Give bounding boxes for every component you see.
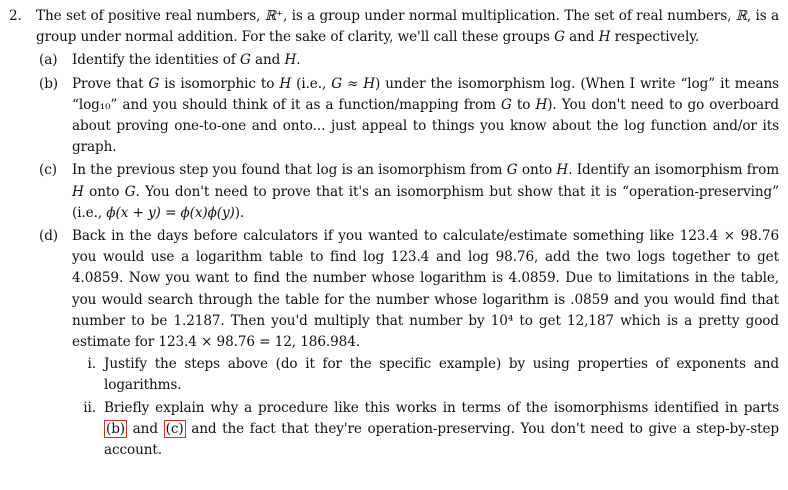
subparts-list (72, 354, 779, 461)
subpart-ii (72, 398, 779, 462)
part-a (36, 50, 779, 71)
part-label: (a) (39, 52, 58, 69)
text-run: ). You don't need to go overboard about proving one-to-one and onto... just appeal to things you know about the log function and/or its graph. (72, 96, 780, 156)
part-label: (b) (39, 75, 59, 92)
text-run: onto (517, 162, 557, 179)
parts-list (36, 50, 779, 461)
subpart-text (104, 398, 779, 462)
text-run: . Identify an isomorphism from (568, 162, 779, 179)
part-text (72, 226, 779, 353)
subpart-label: i. (87, 356, 96, 373)
math-symbol: H (535, 96, 548, 113)
text-run: (i.e., (291, 75, 332, 92)
part-d (36, 226, 779, 461)
part-label: (d) (39, 228, 59, 245)
text-run: onto (83, 183, 125, 200)
text-run: Back in the days before calculators if you wanted to calculate/estimate something like 123.4 × 98.76 you would use a logarithm table to find log 123.4 and log 98.76, add the two logs together to get 4.0859. Now you want to find the number whose logarithm is 4.0859. Due to limitations in the table, you would search through the table for the number whose logarithm is .0859 and you would find that number to be 1.2187. Then you'd multiply that number by 10⁴ to get 12,187 which is a pretty good estimate for 123.4 × 98.76 = 12, 186.984. (72, 228, 779, 351)
part-text (72, 50, 779, 71)
part-b (36, 74, 779, 159)
math-symbol: G (501, 96, 512, 113)
part-reference-link[interactable]: (c) (165, 420, 184, 437)
part-c (36, 160, 779, 224)
part-text (72, 74, 779, 159)
part-reference-link[interactable]: (b) (106, 420, 126, 437)
math-symbol: G (148, 75, 160, 92)
text-run: ) under the isomorphism log. (When I write “log” it means “log₁₀” and you should think of it as a function/mapping from (72, 75, 779, 113)
problem-number: 2. (9, 8, 22, 24)
part-text (72, 160, 779, 224)
math-symbol: G (239, 52, 251, 69)
problem-2 (9, 6, 779, 461)
math-symbol: ϕ(x + y) = ϕ(x)ϕ(y) (106, 204, 235, 221)
math-symbol: ℝ (735, 8, 747, 24)
math-symbol: H (72, 183, 84, 200)
text-run: and the fact that they're operation-preserving. You don't need to give a step-by-step account. (104, 420, 779, 459)
subpart-i (72, 354, 779, 396)
text-run: and (127, 420, 164, 437)
text-run: respectively. (610, 29, 700, 46)
text-run: to (511, 96, 536, 113)
subpart-text (104, 354, 779, 396)
part-label: (c) (39, 162, 57, 179)
math-symbol: G (124, 183, 136, 200)
math-symbol: H (279, 75, 292, 92)
math-symbol: H (556, 162, 569, 179)
text-run: The set of positive real numbers, (36, 8, 265, 24)
subpart-label: ii. (83, 399, 96, 416)
document-page (9, 6, 779, 461)
text-run: . (296, 52, 301, 69)
text-run: In the previous step you found that log is an isomorphism from (72, 162, 507, 179)
text-run: Identify the identities of (72, 52, 240, 69)
math-symbol: H (598, 29, 611, 46)
text-run: is isomorphic to (159, 75, 280, 92)
text-run: and (564, 29, 599, 46)
text-run: Prove that (72, 75, 149, 92)
math-symbol: ℝ⁺ (264, 8, 284, 24)
text-run: Justify the steps above (do it for the specific example) by using properties of exponents and logarithms. (104, 356, 779, 394)
text-run: ). (234, 204, 245, 221)
text-run: . You don't need to prove that it's an isomorphism but show that it is “operation-preserving” (i.e., (72, 183, 779, 221)
text-run: Briefly explain why a procedure like this works in terms of the isomorphisms identified in parts (104, 399, 779, 416)
problem-intro (36, 6, 779, 48)
text-run: , is a group under normal addition. For the sake of clarity, we'll call these groups (36, 8, 779, 46)
text-run: and (250, 52, 285, 69)
math-symbol: G (506, 162, 518, 179)
math-symbol: G ≈ H (331, 75, 376, 92)
text-run: , is a group under normal multiplication. The set of real numbers, (283, 8, 736, 24)
math-symbol: H (284, 52, 297, 69)
math-symbol: G (554, 29, 565, 46)
